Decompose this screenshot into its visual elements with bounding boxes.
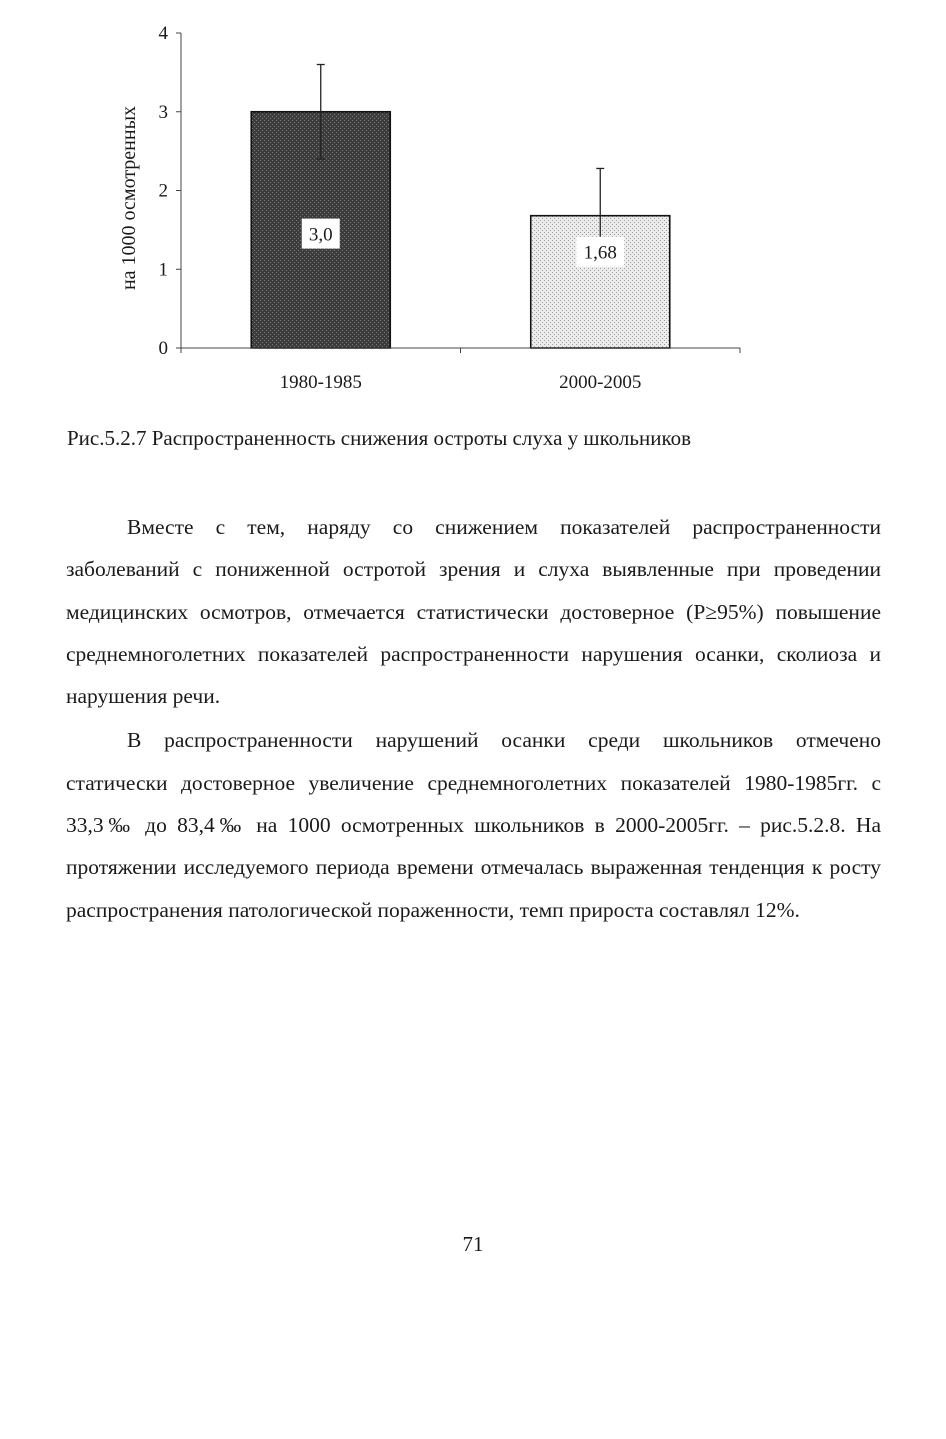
y-tick-label-0: 0 [158,338,168,359]
y-tick-label-4: 4 [158,23,168,44]
y-tick-label-1: 1 [158,259,168,281]
y-tick-label-3: 3 [158,101,168,123]
page-number: 71 [462,1232,484,1256]
x-tick-label-1980-1985: 1980-1985 [279,372,362,393]
paragraph-1: Вместе с тем, наряду со снижением показателей распространенности заболеваний с пониженной остротой зрения и слуха выявленные при проведении медицинских осмотров, отмечается статистически достоверное (P≥95%) повышение среднемноголетних показателей распространенности нарушения осанки, сколиоза и нарушения речи. [66,515,881,709]
data-label-2000-2005: 1,68 [583,242,617,264]
y-tick-label-2: 2 [158,180,168,202]
paragraph-2: В распространенности нарушений осанки среди школьников отмечено статически достоверное увеличение среднемноголетних показателей 1980-1985гг. с 33,3‰ до 83,4‰ на 1000 осмотренных школьников в 2000-2005гг. – рис.5.2.8. На протяжении исследуемого периода времени отмечалась выраженная тенденция к росту распространения патологической пораженности, темп прироста составлял 12%. [66,728,881,922]
figure-caption: Рис.5.2.7 Распространенность снижения остроты слуха у школьников [67,426,692,450]
bar-chart [0,0,946,410]
y-axis-title: на 1000 осмотренных [118,105,140,291]
x-tick-label-2000-2005: 2000-2005 [559,372,642,393]
body-text [66,506,881,933]
data-label-1980-1985: 3,0 [308,224,333,246]
